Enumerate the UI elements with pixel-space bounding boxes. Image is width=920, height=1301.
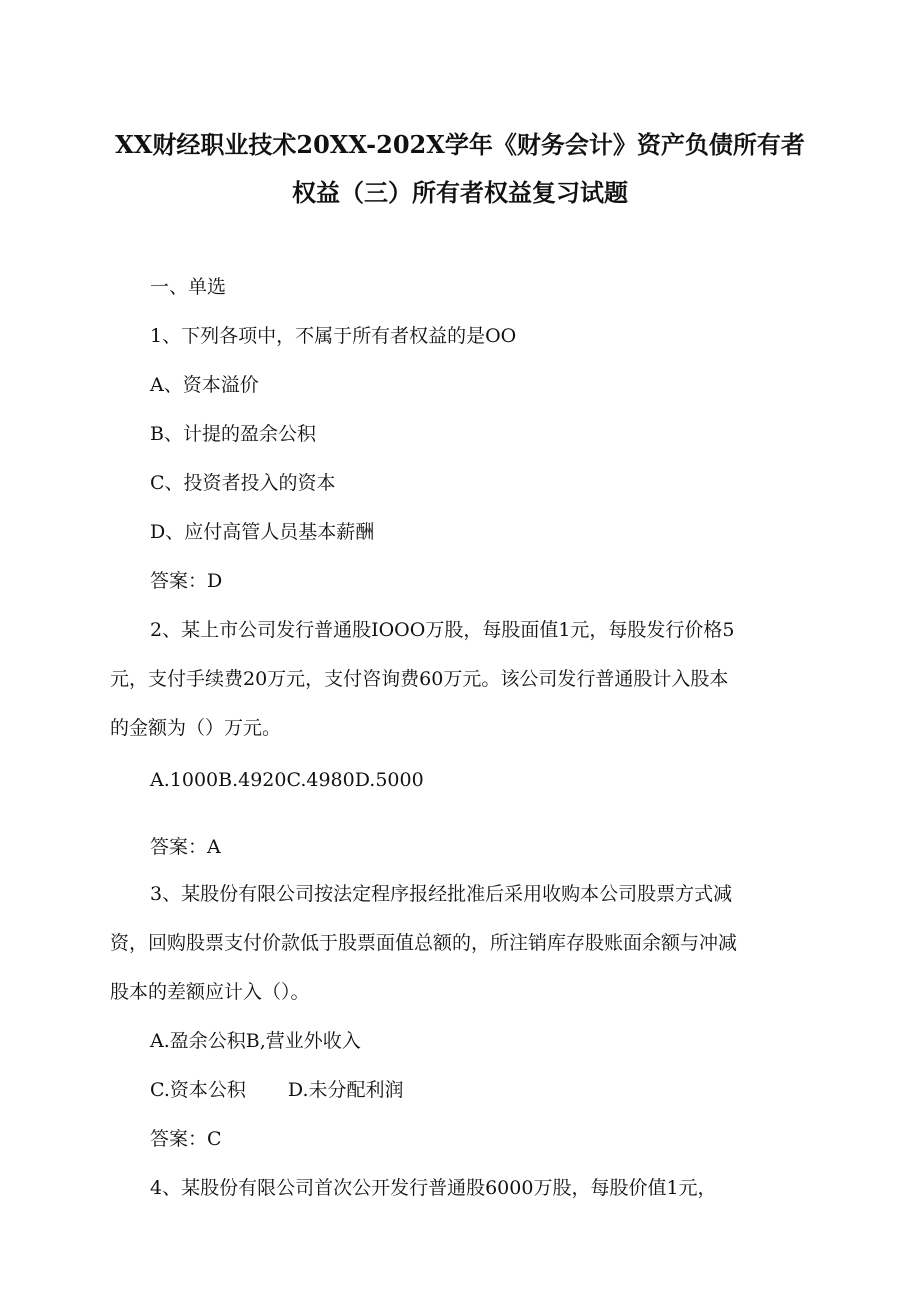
question-1-option-b: B、计提的盈余公积	[150, 423, 316, 445]
question-2-stem-line-1: 2、某上市公司发行普通股IOOO万股，每股面值1元，每股发行价格5	[150, 619, 735, 641]
document-title-line-2: 权益（三）所有者权益复习试题	[292, 178, 628, 207]
question-2-answer: 答案：A	[150, 836, 221, 858]
question-2-options: A.1000B.4920C.4980D.5000	[150, 769, 424, 791]
question-3-options-line-2	[150, 1078, 404, 1102]
question-1-option-c: C、投资者投入的资本	[150, 472, 336, 494]
section-heading: 一、单选	[150, 276, 227, 298]
question-3-stem-line-1: 3、某股份有限公司按法定程序报经批准后采用收购本公司股票方式减	[150, 883, 733, 905]
question-1-option-d: D、应付高管人员基本薪酬	[150, 521, 375, 543]
question-3-stem-line-3: 股本的差额应计入（）。	[110, 981, 310, 1003]
question-4-stem-line-1: 4、某股份有限公司首次公开发行普通股6000万股，每股价值1元，	[150, 1177, 717, 1199]
question-1-answer: 答案：D	[150, 570, 223, 592]
question-1-stem: 1、下列各项中，不属于所有者权益的是OO	[150, 325, 517, 347]
question-3-option-d: D.未分配利润	[287, 1079, 404, 1101]
question-3-answer: 答案：C	[150, 1128, 222, 1150]
question-3-options-line-1: A.盈余公积B,营业外收入	[150, 1030, 361, 1052]
question-3-stem-line-2: 资，回购股票支付价款低于股票面值总额的，所注销库存股账面余额与冲减	[110, 932, 738, 954]
question-3-option-c: C.资本公积	[150, 1079, 246, 1101]
question-2-stem-line-2: 元，支付手续费20万元，支付咨询费60万元。该公司发行普通股计入股本	[110, 668, 729, 690]
question-1-option-a: A、资本溢价	[150, 374, 259, 396]
question-2-stem-line-3: 的金额为（）万元。	[110, 717, 282, 739]
document-title-line-1: XX财经职业技术20XX-202X学年《财务会计》资产负债所有者	[115, 130, 805, 159]
